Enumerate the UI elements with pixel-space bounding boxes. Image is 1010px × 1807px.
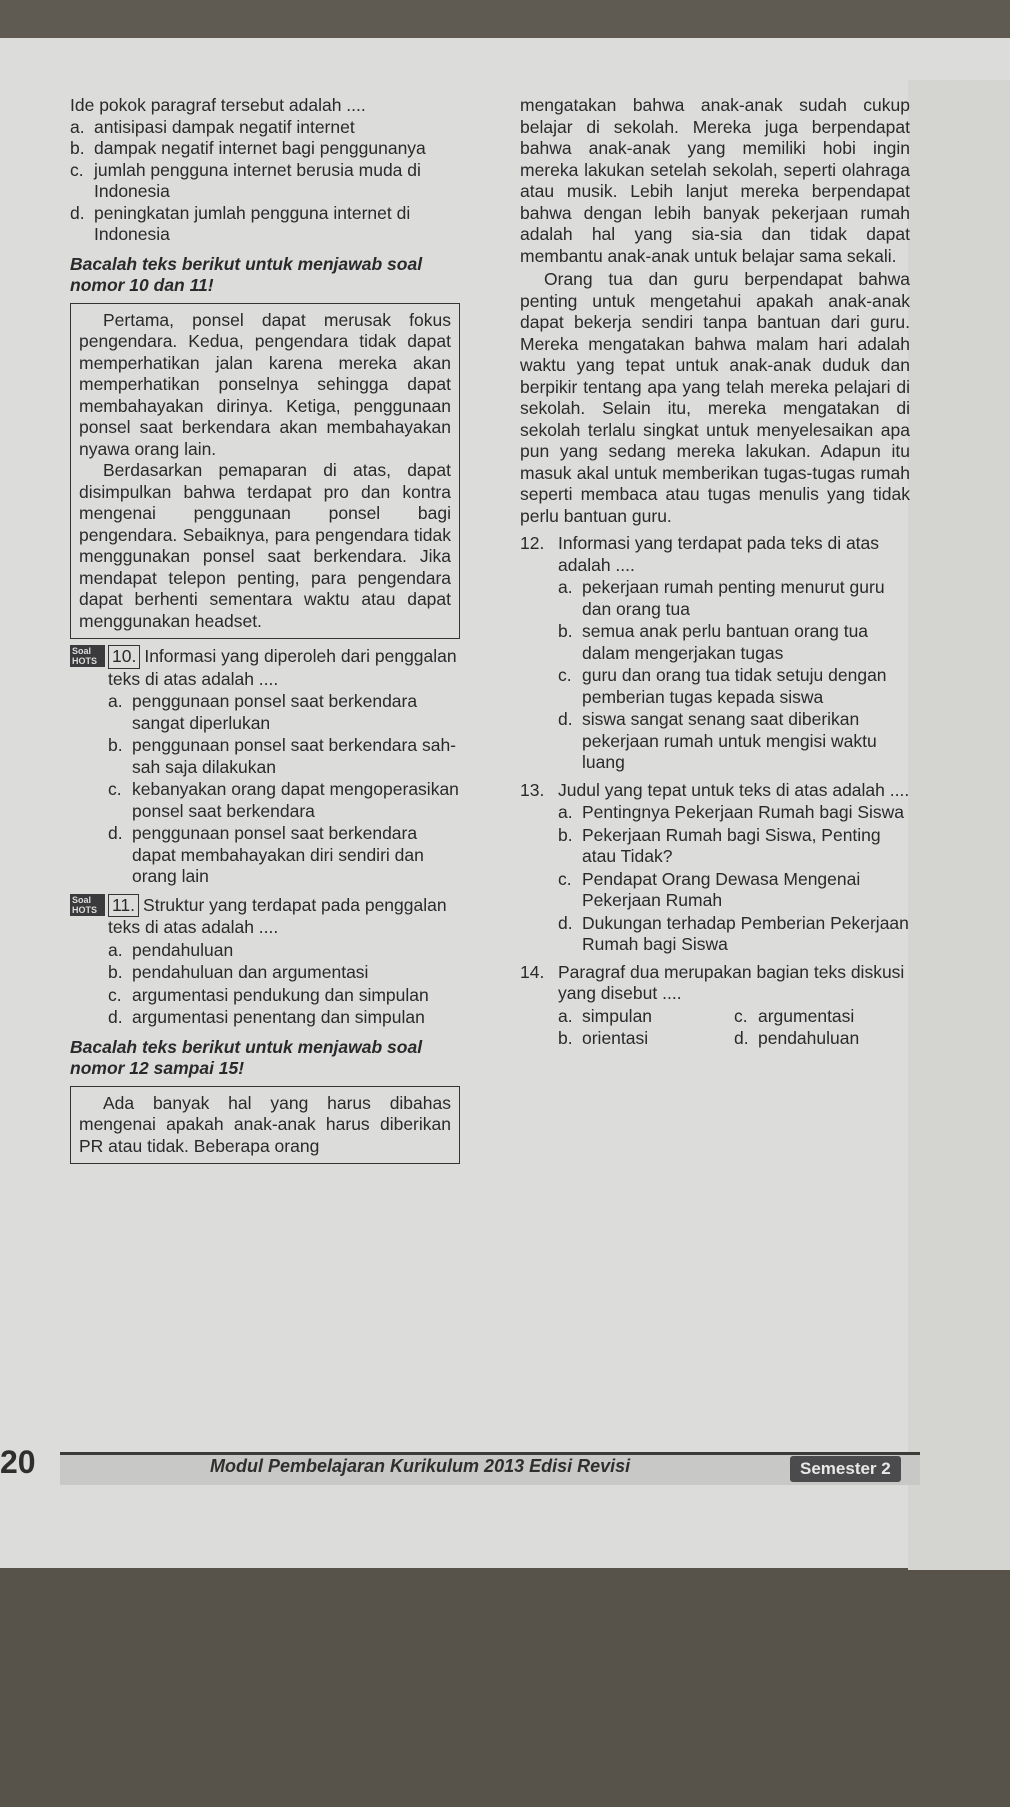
q9-tail: [70, 95, 460, 246]
q11-option-d[interactable]: d. argumentasi penentang dan simpulan: [108, 1007, 425, 1027]
question-text: Judul yang tepat untuk teks di atas adalah ....: [558, 779, 910, 800]
q11-option-c[interactable]: c. argumentasi pendukung dan simpulan: [108, 984, 429, 1005]
q14-option-d[interactable]: d. pendahuluan: [734, 1028, 860, 1048]
question-10: [70, 645, 460, 690]
background-floor: [0, 1547, 1010, 1807]
semester-badge: Semester 2: [790, 1456, 901, 1482]
right-column: [520, 95, 910, 1050]
reading2-continued: [520, 95, 910, 527]
q9-option-b[interactable]: b. dampak negatif internet bagi penggunanya: [70, 138, 426, 158]
q12-option-c[interactable]: c. guru dan orang tua tidak setuju dengan pemberian tugas kepada siswa: [558, 665, 887, 707]
reading2-heading: Bacalah teks berikut untuk menjawab soal nomor 12 sampai 15!: [70, 1036, 423, 1078]
q13-option-a[interactable]: a. Pentingnya Pekerjaan Rumah bagi Siswa: [558, 802, 904, 822]
question-11: [70, 894, 460, 939]
reading1-paragraph-2: Berdasarkan pemaparan di atas, dapat disimpulkan bahwa terdapat pro dan kontra mengenai penggunaan ponsel bagi pengendara. Sebaiknya, para pengendara tidak menggunakan ponsel saat berkendara. Jika mendapat telepon penting, para pengendara dapat berhenti sementara waktu atau dapat menggunakan headset.: [79, 460, 451, 631]
question-number: 10.: [108, 645, 140, 669]
book-title: Modul Pembelajaran Kurikulum 2013 Edisi Revisi: [210, 1456, 631, 1476]
q9-intro: Ide pokok paragraf tersebut adalah ....: [70, 95, 366, 115]
page-number: 20: [0, 1444, 36, 1480]
reading2-paragraph-2: Orang tua dan guru berpendapat bahwa penting untuk mengetahui apakah anak-anak dapat bekerja sendiri tanpa bantuan dari guru. Mereka mengatakan bahwa malam hari adalah waktu yang tepat untuk anak-anak duduk dan berpikir tentang apa yang telah mereka pelajari di sekolah. Selain itu, mereka mengatakan di sekolah terlalu singkat untuk menyelesaikan apa pun yang sedang mereka lakukan. Adapun itu masuk akal untuk memberikan tugas-tugas rumah seperti membaca atau tugas menulis yang tidak perlu bantuan guru.: [520, 269, 910, 526]
next-page-edge: [908, 80, 1010, 1570]
q13-options: [520, 802, 910, 956]
question-12: [520, 533, 910, 576]
question-13: [520, 780, 910, 802]
q10-options: [70, 691, 460, 888]
q10-option-d[interactable]: d. penggunaan ponsel saat berkendara dapat membahayakan diri sendiri dan orang lain: [108, 823, 424, 886]
hots-badge: Soal HOTS: [70, 894, 105, 916]
question-text: Paragraf dua merupakan bagian teks diskusi yang disebut ....: [558, 961, 905, 1003]
hots-badge: Soal HOTS: [70, 645, 105, 667]
q13-option-d[interactable]: d. Dukungan terhadap Pemberian Pekerjaan Rumah bagi Siswa: [558, 912, 909, 954]
question-text: Struktur yang terdapat pada penggalan teks di atas adalah ....: [108, 894, 447, 937]
question-number: 11.: [108, 894, 139, 918]
q14-option-a[interactable]: a. simpulan: [558, 1005, 653, 1026]
q10-option-c[interactable]: c. kebanyakan orang dapat mengoperasikan ponsel saat berkendara: [108, 779, 459, 821]
question-number: 12.: [520, 533, 545, 553]
q13-option-c[interactable]: c. Pendapat Orang Dewasa Mengenai Pekerjaan Rumah: [558, 868, 861, 910]
question-number: 13.: [520, 779, 545, 800]
q11-option-b[interactable]: b. pendahuluan dan argumentasi: [108, 962, 369, 982]
q12-option-a[interactable]: a. pekerjaan rumah penting menurut guru dan orang tua: [558, 577, 885, 619]
q9-option-d[interactable]: d. peningkatan jumlah pengguna internet di Indonesia: [70, 202, 411, 244]
q11-options: [70, 940, 460, 1029]
reading2-paragraph-1-cont: mengatakan bahwa anak-anak sudah cukup belajar di sekolah. Mereka juga berpendapat bahwa anak-anak yang memiliki hobi ingin mereka lakukan setelah sekolah, seperti olahraga atau musik. Lebih lanjut mereka berpendapat bahwa dengan lebih banyak pekerjaan rumah adalah hal yang sia-sia dan tidak dapat membantu anak-anak untuk belajar sama sekali.: [520, 95, 910, 266]
page-footer: [0, 1444, 1010, 1490]
q9-option-a[interactable]: a. antisipasi dampak negatif internet: [70, 116, 355, 137]
q14-option-c[interactable]: c. argumentasi: [734, 1005, 855, 1026]
q9-option-c[interactable]: c. jumlah pengguna internet berusia muda di Indonesia: [70, 159, 421, 201]
q10-option-a[interactable]: a. penggunaan ponsel saat berkendara sangat diperlukan: [108, 691, 418, 733]
question-text: Informasi yang diperoleh dari penggalan teks di atas adalah ....: [108, 646, 457, 689]
question-text: Informasi yang terdapat pada teks di atas adalah ....: [558, 533, 880, 575]
question-14: [520, 962, 910, 1005]
q14-option-b[interactable]: b. orientasi: [558, 1028, 649, 1048]
reading1-box: [70, 303, 460, 640]
q10-option-b[interactable]: b. penggunaan ponsel saat berkendara sah-sah saja dilakukan: [108, 735, 456, 777]
reading1-heading: Bacalah teks berikut untuk menjawab soal nomor 10 dan 11!: [70, 253, 423, 295]
reading2-paragraph-1: Ada banyak hal yang harus dibahas mengenai apakah anak-anak harus diberikan PR atau tidak. Beberapa orang: [79, 1092, 451, 1156]
q13-option-b[interactable]: b. Pekerjaan Rumah bagi Siswa, Penting atau Tidak?: [558, 824, 881, 866]
q14-options: [520, 1005, 910, 1050]
q11-option-a[interactable]: a. pendahuluan: [108, 939, 234, 960]
left-column: [70, 95, 460, 1170]
q12-options: [520, 577, 910, 774]
reading1-paragraph-1: Pertama, ponsel dapat merusak fokus pengendara. Kedua, pengendara tidak dapat memperhatikan jalan karena mereka akan memperhatikan ponselnya sehingga dapat membahayakan dirinya. Ketiga, penggunaan ponsel saat berkendara akan membahayakan nyawa orang lain.: [79, 309, 451, 459]
q12-option-b[interactable]: b. semua anak perlu bantuan orang tua dalam mengerjakan tugas: [558, 621, 869, 663]
question-number: 14.: [520, 961, 545, 982]
reading2-box: [70, 1086, 460, 1165]
q12-option-d[interactable]: d. siswa sangat senang saat diberikan pekerjaan rumah untuk mengisi waktu luang: [558, 709, 877, 772]
